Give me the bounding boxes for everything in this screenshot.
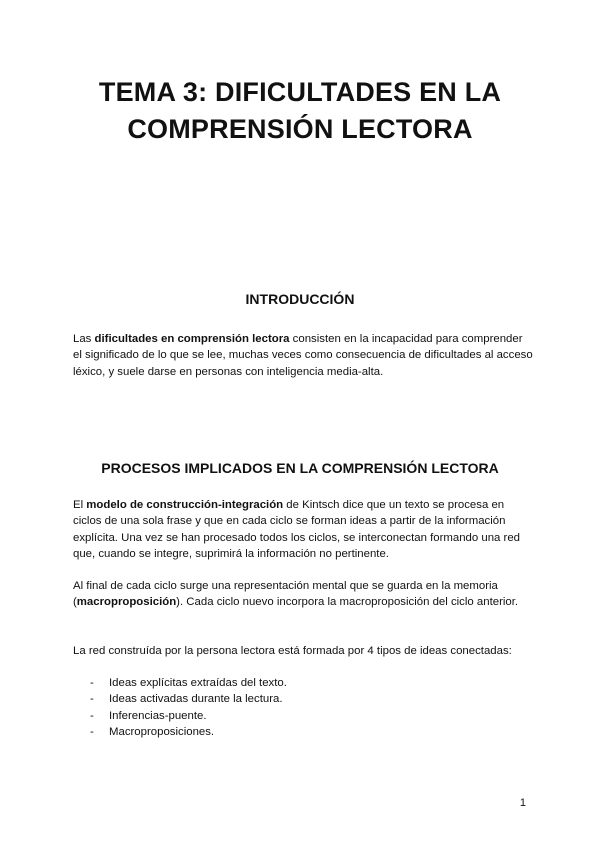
list-item-text: Inferencias-puente. [109,709,207,722]
p2-text-end: ). Cada ciclo nuevo incorpora la macroproposición del ciclo anterior. [176,596,519,609]
p1-text-end: de Kintsch dice que un texto se procesa en ciclos de una sola frase y que en cada ciclo se forman ideas a partir de la información explícita. Una vez se han procesado todos los ciclos, se interconectan formando una red que, cuando se integre, suprimirá la información no pertinente. [73,499,521,561]
intro-heading: INTRODUCCIÓN [245,291,355,307]
intro-bold-term: dificultades en comprensión lectora [94,333,290,345]
title-line-1: TEMA 3: DIFICULTADES EN LA [98,77,502,107]
page-number: 1 [519,797,526,809]
p2-bold-term: macroproposición [76,596,177,609]
list-item-text: Macroproposiciones. [109,726,215,739]
intro-paragraph [73,331,533,380]
processes-paragraph-3: La red construída por la persona lectora está formada por 4 tipos de ideas conectadas: [73,645,512,657]
list-item [73,675,533,691]
list-dash: - [90,709,94,722]
intro-text-end: consisten en la incapacidad para comprender el significado de lo que se lee, muchas veces como consecuencia de dificultades al acceso léxico, y suele darse en personas con inteligencia media-alta. [73,333,533,378]
list-item [73,724,533,740]
processes-heading: PROCESOS IMPLICADOS EN LA COMPRENSIÓN LECTORA [101,460,499,476]
list-dash: - [90,677,94,689]
list-dash: - [90,726,94,739]
page-title [40,74,560,148]
list-item [73,691,533,707]
title-line-2: COMPRENSIÓN LECTORA [127,114,473,144]
p2-text-start: Al final de cada ciclo surge una representación mental que se guarda en la memoria ( [73,580,498,609]
list-item-text: Ideas explícitas extraídas del texto. [109,677,287,689]
p1-bold-term: modelo de construcción-integración [86,499,284,511]
idea-types-list [73,675,533,741]
intro-text-start: Las [73,333,95,345]
list-item [73,708,533,724]
p1-text-start: El [73,499,87,511]
processes-paragraph-2 [73,578,533,611]
list-dash: - [90,693,94,706]
list-item-text: Ideas activadas durante la lectura. [109,693,283,706]
processes-paragraph-1 [73,497,533,563]
